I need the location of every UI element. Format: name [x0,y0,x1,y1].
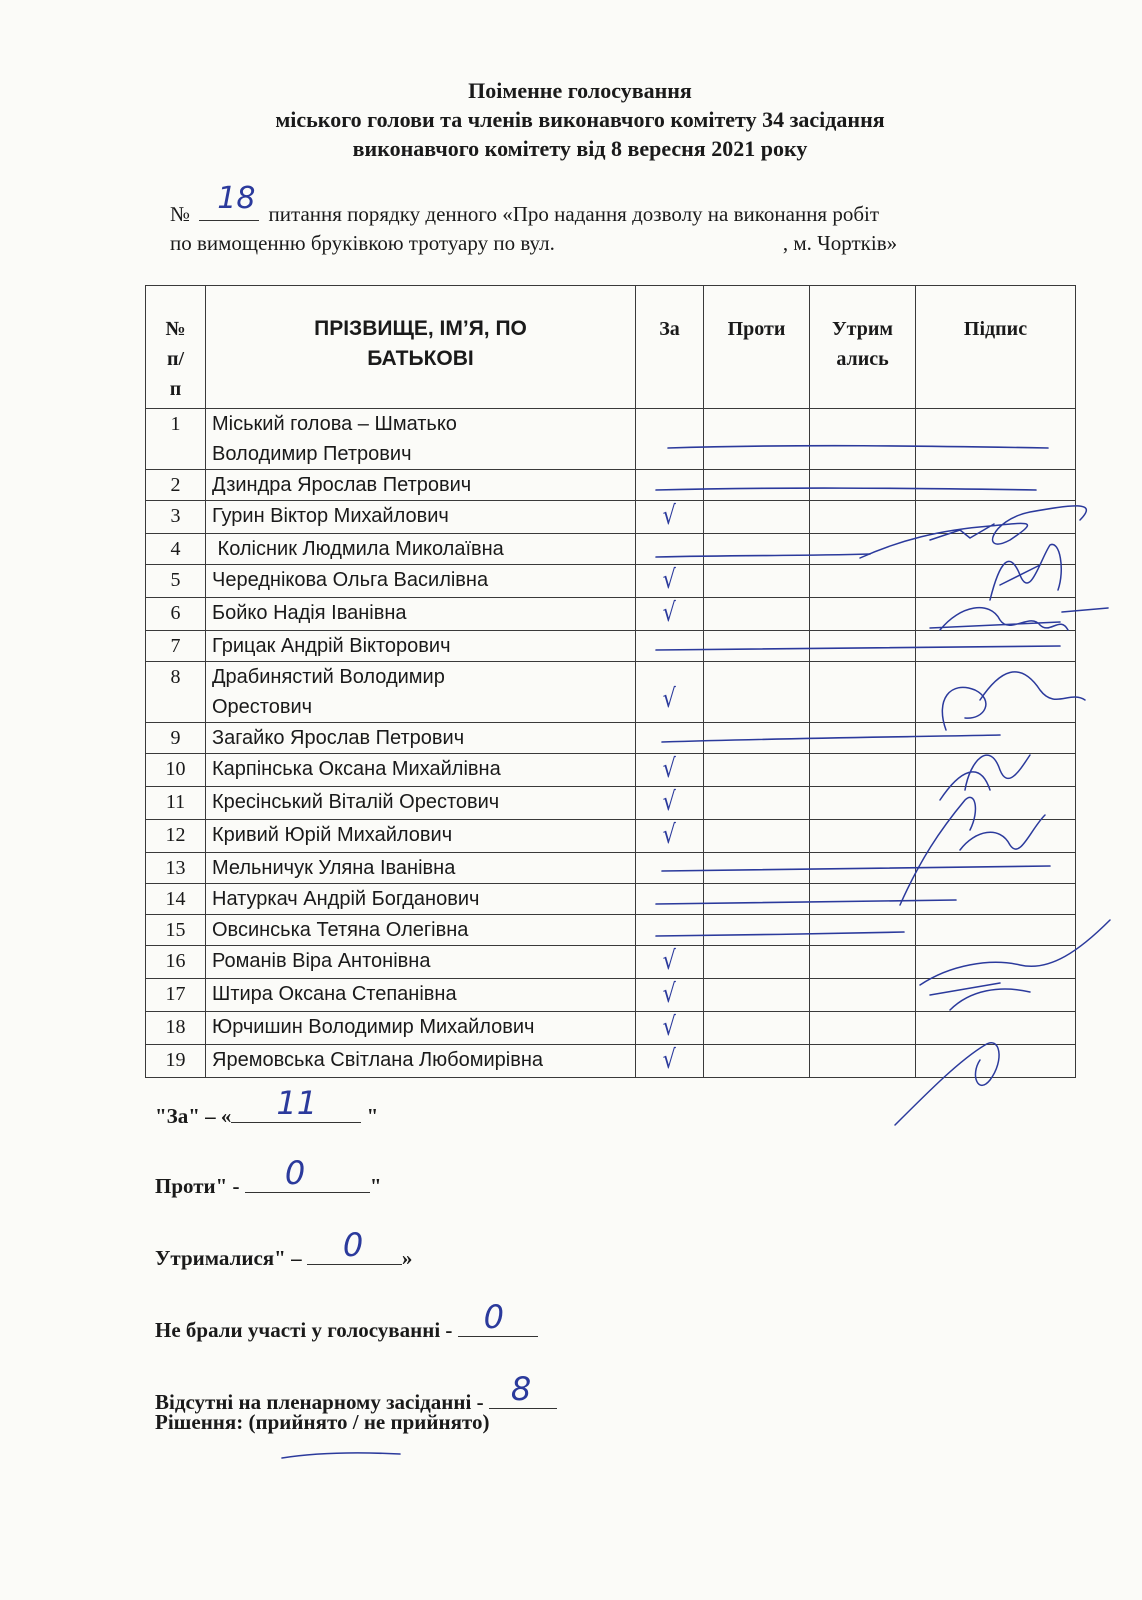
vote-utrym-cell [810,1045,916,1078]
proty-count-field [245,1154,370,1193]
utrym-count-field [307,1226,402,1265]
signature-cell [916,470,1076,501]
member-name [206,820,636,853]
signature-cell [916,915,1076,946]
ne-braly-count-handwritten: 0 [483,1298,505,1336]
member-name-line: Юрчишин Володимир Михайлович [212,1016,535,1038]
table-row [146,631,1076,662]
member-name-line: Володимир Петрович [212,443,412,465]
vote-proty-cell [704,754,810,787]
vote-proty-cell [704,1012,810,1045]
vote-proty-cell [704,631,810,662]
checkmark-icon: √ [662,754,677,784]
table-row [146,754,1076,787]
vidsutni-count-field [489,1370,557,1409]
member-name-line: Дзиндра Ярослав Петрович [212,474,472,496]
agenda-text-line-2-end: , м. Чортків» [782,231,898,255]
table-row [146,598,1076,631]
vote-utrym-cell [810,598,916,631]
member-name [206,662,636,723]
vote-za-cell [636,631,704,662]
table-header-row [146,286,1076,409]
agenda-text-line-1: питання порядку денного «Про надання дозволу на виконання робіт [268,202,880,226]
row-number: 3 [146,501,206,534]
member-name [206,409,636,470]
signature-cell [916,979,1076,1012]
member-name [206,501,636,534]
signature-cell [916,723,1076,754]
row-number: 19 [146,1045,206,1078]
signature-cell [916,820,1076,853]
row-number: 18 [146,1012,206,1045]
vote-za-cell [636,1045,704,1078]
signature-cell [916,501,1076,534]
vote-utrym-cell [810,754,916,787]
signature-cell [916,884,1076,915]
vidsutni-count-handwritten: 8 [510,1370,532,1408]
vote-za-cell [636,787,704,820]
summary-utrym: Утрималися" – 0 » [155,1226,413,1270]
vote-utrym-cell [810,884,916,915]
member-name [206,915,636,946]
row-number: 8 [146,662,206,723]
member-name-line: Орестович [212,696,313,718]
vote-proty-cell [704,853,810,884]
signature-cell [916,534,1076,565]
member-name-line: Штира Оксана Степанівна [212,983,457,1005]
vote-proty-cell [704,787,810,820]
member-name [206,754,636,787]
member-name-line: Мельничук Уляна Іванівна [212,857,456,879]
table-row [146,979,1076,1012]
table-row [146,820,1076,853]
vote-za-cell [636,501,704,534]
vote-proty-cell [704,1045,810,1078]
vote-za-cell [636,409,704,470]
vote-za-cell [636,534,704,565]
vote-proty-cell [704,979,810,1012]
vote-proty-cell [704,409,810,470]
table-row [146,723,1076,754]
vote-za-cell [636,915,704,946]
vote-utrym-cell [810,409,916,470]
agenda-number-handwritten: 18 [217,181,256,216]
member-name [206,723,636,754]
table-row [146,565,1076,598]
header-pidpys: Підпис [916,286,1076,409]
vote-proty-cell [704,723,810,754]
vote-za-cell [636,979,704,1012]
vote-za-cell [636,598,704,631]
agenda-number-prefix: № [170,202,191,226]
row-number: 11 [146,787,206,820]
row-number: 12 [146,820,206,853]
vote-utrym-cell [810,501,916,534]
member-name-line: Романів Віра Антонівна [212,950,431,972]
za-count-handwritten: 11 [276,1084,318,1122]
vote-utrym-cell [810,1012,916,1045]
vote-za-cell [636,820,704,853]
member-name-line: Яремовська Світлана Любомирівна [212,1049,543,1071]
table-row [146,884,1076,915]
row-number: 15 [146,915,206,946]
signature-cell [916,631,1076,662]
vote-proty-cell [704,915,810,946]
vote-proty-cell [704,946,810,979]
vote-za-cell [636,723,704,754]
member-name-line: Грицак Андрій Вікторович [212,635,451,657]
signature-cell [916,1012,1076,1045]
member-name-line: Драбинястий Володимир [212,666,445,688]
row-number: 17 [146,979,206,1012]
vote-utrym-cell [810,946,916,979]
signature-cell [916,853,1076,884]
vote-utrym-cell [810,979,916,1012]
title-line-1: Поіменне голосування [468,78,692,103]
member-name-line: Карпінська Оксана Михайлівна [212,758,501,780]
table-row [146,1045,1076,1078]
vote-za-cell [636,754,704,787]
header-name: ПРІЗВИЩЕ, ІМ’Я, ПО БАТЬКОВІ [206,286,636,409]
row-number: 6 [146,598,206,631]
member-name [206,598,636,631]
member-name [206,884,636,915]
row-number: 4 [146,534,206,565]
row-number: 1 [146,409,206,470]
vote-utrym-cell [810,820,916,853]
member-name-line: Бойко Надія Іванівна [212,602,407,624]
summary-za: "За" – « 11 " [155,1084,379,1128]
vote-proty-cell [704,884,810,915]
row-number: 13 [146,853,206,884]
vote-proty-cell [704,820,810,853]
member-name [206,946,636,979]
member-name-line: Овсинська Тетяна Олегівна [212,919,469,941]
member-name [206,1045,636,1078]
utrym-count-handwritten: 0 [342,1226,364,1264]
signature-cell [916,787,1076,820]
vote-proty-cell [704,470,810,501]
member-name [206,979,636,1012]
member-name [206,787,636,820]
vote-utrym-cell [810,662,916,723]
vote-utrym-cell [810,853,916,884]
member-name-line: Колісник Людмила Миколаївна [212,538,504,560]
vote-utrym-cell [810,470,916,501]
row-number: 10 [146,754,206,787]
table-row [146,501,1076,534]
table-row [146,662,1076,723]
table-row [146,409,1076,470]
member-name [206,565,636,598]
checkmark-icon: √ [662,946,677,976]
vote-za-cell [636,884,704,915]
vote-za-cell [636,853,704,884]
table-row [146,915,1076,946]
summary-vidsutni: Відсутні на пленарному засіданні - 8 [155,1386,557,1415]
row-number: 16 [146,946,206,979]
agenda-text-line-2: по вимощенню бруківкою тротуару по вул. [170,231,555,255]
header-proty: Проти [704,286,810,409]
ne-braly-count-field [458,1298,538,1337]
table-row [146,1012,1076,1045]
vote-za-cell [636,1012,704,1045]
vote-za-cell [636,662,704,723]
document-title [150,76,1010,163]
signature-cell [916,754,1076,787]
member-name-line: Череднікова Ольга Василівна [212,569,489,591]
vote-proty-cell [704,565,810,598]
header-num: № п/ п [146,286,206,409]
table-row [146,853,1076,884]
vote-proty-cell [704,534,810,565]
checkmark-icon: √ [662,598,677,628]
vote-table [145,285,1076,1078]
title-line-2: міського голови та членів виконавчого комітету 34 засідання [275,107,885,132]
vote-proty-cell [704,662,810,723]
checkmark-icon: √ [662,979,677,1009]
signature-cell [916,598,1076,631]
member-name-line: Кривий Юрій Михайлович [212,824,453,846]
title-line-3: виконавчого комітету від 8 вересня 2021 року [352,136,808,161]
member-name-line: Міський голова – Шматько [212,413,457,435]
table-row [146,787,1076,820]
signature-cell [916,1045,1076,1078]
row-number: 9 [146,723,206,754]
header-utrym: Утрим ались [810,286,916,409]
checkmark-icon: √ [662,1012,677,1042]
member-name-line: Натуркач Андрій Богданович [212,888,480,910]
signature-cell [916,946,1076,979]
vote-za-cell [636,946,704,979]
vote-utrym-cell [810,565,916,598]
table-row [146,946,1076,979]
row-number: 14 [146,884,206,915]
agenda-item [170,181,1060,258]
checkmark-icon: √ [662,684,677,714]
member-name-line: Кресінський Віталій Орестович [212,791,500,813]
checkmark-icon: √ [662,1045,677,1075]
vote-proty-cell [704,501,810,534]
vote-utrym-cell [810,631,916,662]
signature-cell [916,409,1076,470]
signature-cell [916,565,1076,598]
vote-utrym-cell [810,787,916,820]
agenda-number-field [199,181,259,221]
row-number: 2 [146,470,206,501]
member-name-line: Гурин Віктор Михайлович [212,505,449,527]
proty-count-handwritten: 0 [284,1154,306,1192]
checkmark-icon: √ [662,787,677,817]
header-za: За [636,286,704,409]
signature-cell [916,662,1076,723]
table-row [146,534,1076,565]
member-name [206,1012,636,1045]
member-name [206,534,636,565]
vote-utrym-cell [810,723,916,754]
summary-rishennia: Рішення: (прийнято / не прийнято) [155,1410,490,1434]
member-name-line: Загайко Ярослав Петрович [212,727,465,749]
member-name [206,631,636,662]
member-name [206,853,636,884]
decision-underline [282,1453,400,1458]
summary-ne-braly: Не брали участі у голосуванні - 0 [155,1314,538,1343]
checkmark-icon: √ [662,565,677,595]
vote-za-cell [636,470,704,501]
row-number: 7 [146,631,206,662]
member-name [206,470,636,501]
checkmark-icon: √ [662,820,677,850]
row-number: 5 [146,565,206,598]
vote-proty-cell [704,598,810,631]
checkmark-icon: √ [662,501,677,531]
vote-za-cell [636,565,704,598]
table-row [146,470,1076,501]
vote-utrym-cell [810,534,916,565]
vote-utrym-cell [810,915,916,946]
summary-proty: Проти" - 0 " [155,1154,382,1198]
